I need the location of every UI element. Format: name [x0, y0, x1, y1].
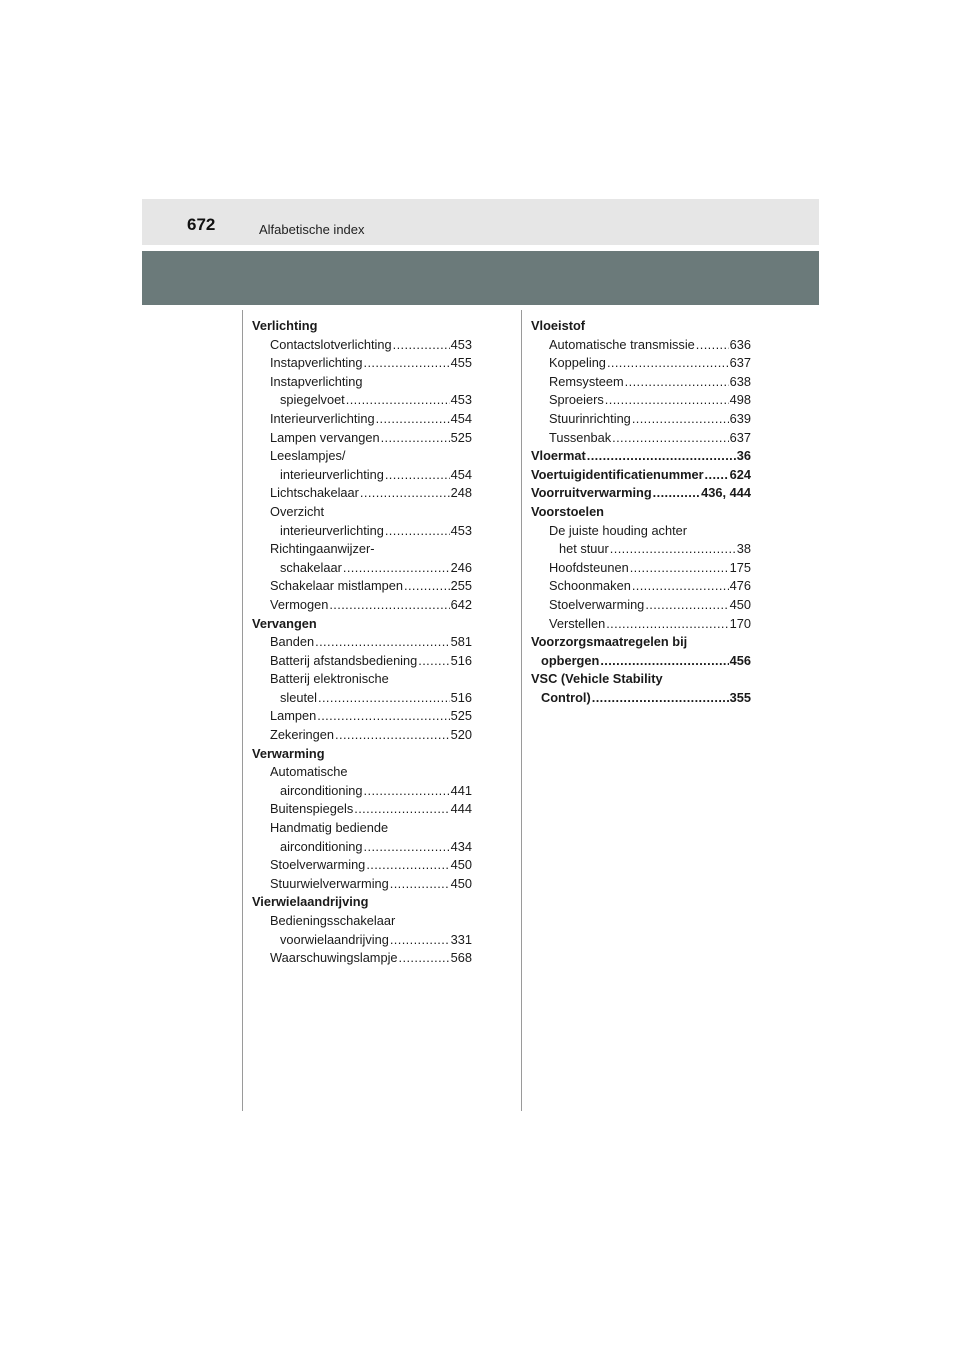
page-ref: 246 [450, 559, 472, 575]
page-ref: 453 [450, 336, 472, 352]
index-entry[interactable]: Voertuigidentificatienummer ..... 624 [531, 466, 751, 485]
page-ref: 498 [729, 392, 751, 408]
index-heading: Vierwielaandrijving [252, 894, 369, 910]
index-entry[interactable]: het stuur ..... 38 [531, 540, 751, 559]
index-entry[interactable]: airconditioning ..... 434 [252, 838, 472, 857]
page-ref: 455 [450, 355, 472, 371]
index-entry-text: Instapverlichting [270, 373, 363, 389]
index-entry[interactable]: Batterij afstandsbediening ..... 516 [252, 652, 472, 671]
index-entry-text: Richtingaanwijzer- [270, 541, 375, 557]
index-entry-text: Leeslampjes/ [270, 448, 346, 464]
page-ref: 568 [450, 950, 472, 966]
page-ref: 170 [729, 615, 751, 631]
index-entry[interactable]: Automatische transmissie ..... 636 [531, 336, 751, 355]
index-entry[interactable]: Tussenbak ..... 637 [531, 429, 751, 448]
index-entry[interactable]: Verstellen ..... 170 [531, 615, 751, 634]
index-heading: Verlichting [252, 318, 318, 333]
page-ref: 639 [729, 410, 751, 426]
index-entry[interactable]: Stuurinrichting ..... 639 [531, 410, 751, 429]
page-ref: 453 [450, 522, 472, 538]
index-entry-text: Batterij elektronische [270, 671, 389, 687]
page-ref: 331 [450, 931, 472, 947]
page-ref: 636 [729, 336, 751, 352]
page-ref: 638 [729, 373, 751, 389]
index-entry[interactable]: Vermogen ..... 642 [252, 596, 472, 615]
page-ref: 637 [729, 429, 751, 445]
section-title: Alfabetische index [259, 222, 365, 237]
index-entry[interactable]: Vloermat ..... 36 [531, 447, 751, 466]
page-ref: 434 [450, 838, 472, 854]
index-entry[interactable]: Stuurwielverwarming ..... 450 [252, 875, 472, 894]
page-ref: 642 [450, 596, 472, 612]
page-ref: 175 [729, 559, 751, 575]
page-ref: 525 [450, 708, 472, 724]
page-ref: 450 [729, 596, 751, 612]
index-entry[interactable]: interieurverlichting ..... 453 [252, 522, 472, 541]
page-ref: 520 [450, 727, 472, 743]
index-entry-text: Overzicht [270, 503, 325, 519]
page-ref: 441 [450, 782, 472, 798]
index-entry[interactable]: spiegelvoet ..... 453 [252, 391, 472, 410]
index-entry-text: Automatische [270, 764, 348, 780]
page-ref: 355 [729, 689, 751, 705]
header-band [142, 199, 819, 245]
page-ref: 581 [450, 634, 472, 650]
index-entry[interactable]: Lampen vervangen ..... 525 [252, 429, 472, 448]
page-number: 672 [187, 215, 216, 234]
page-ref: 525 [450, 429, 472, 445]
index-entry[interactable]: opbergen ..... 456 [531, 652, 751, 671]
page-ref: 456 [729, 652, 751, 668]
page-ref: 454 [450, 410, 472, 426]
page-ref: 248 [450, 485, 472, 501]
index-heading: Vervangen [252, 615, 317, 631]
page-ref: 38 [736, 541, 751, 557]
page-ref: 450 [450, 857, 472, 873]
index-entry-text: Bedieningsschakelaar [270, 913, 396, 928]
page-ref: 476 [729, 578, 751, 594]
page-ref: 450 [450, 875, 472, 891]
index-heading: Verwarming [252, 745, 325, 761]
page-ref: 255 [450, 578, 472, 594]
page-ref: 444 [450, 801, 472, 817]
index-entry[interactable]: Schakelaar mistlampen ..... 255 [252, 577, 472, 596]
index-entry[interactable]: voorwielaandrijving ..... 331 [252, 931, 472, 950]
page-ref: 624 [729, 466, 751, 482]
index-entry[interactable]: sleutel ..... 516 [252, 689, 472, 708]
index-entry[interactable]: Control) ..... 355 [531, 689, 751, 708]
index-entry[interactable]: Interieurverlichting ..... 454 [252, 410, 472, 429]
index-entry[interactable]: Hoofdsteunen ..... 175 [531, 559, 751, 578]
index-heading: Voorzorgsmaatregelen bij [531, 634, 688, 650]
page-ref: 637 [729, 355, 751, 371]
index-entry[interactable]: Zekeringen ..... 520 [252, 726, 472, 745]
index-entry[interactable]: Koppeling ..... 637 [531, 354, 751, 373]
index-entry[interactable]: Sproeiers ..... 498 [531, 391, 751, 410]
index-entry-text: De juiste houding achter [549, 522, 688, 538]
page-ref: 516 [450, 689, 472, 705]
index-entry[interactable]: Stoelverwarming ..... 450 [531, 596, 751, 615]
index-entry[interactable]: interieurverlichting ..... 454 [252, 466, 472, 485]
index-entry[interactable]: Stoelverwarming ..... 450 [252, 856, 472, 875]
index-entry-text: Handmatig bediende [270, 820, 389, 836]
index-column-left [252, 317, 472, 968]
column-rule-right [521, 310, 522, 1111]
page-ref: 454 [450, 466, 472, 482]
column-rule-left [242, 310, 243, 1111]
index-entry[interactable]: Lichtschakelaar ..... 248 [252, 484, 472, 503]
index-entry[interactable]: Banden ..... 581 [252, 633, 472, 652]
index-entry[interactable]: airconditioning ..... 441 [252, 782, 472, 801]
index-entry[interactable]: Lampen ..... 525 [252, 707, 472, 726]
index-heading: Voorstoelen [531, 503, 605, 519]
index-entry[interactable]: Voorruitverwarming ..... 436, 444 [531, 484, 751, 503]
index-entry[interactable]: schakelaar ..... 246 [252, 559, 472, 578]
index-entry[interactable]: Schoonmaken ..... 476 [531, 577, 751, 596]
index-entry[interactable]: Buitenspiegels ..... 444 [252, 800, 472, 819]
index-heading: VSC (Vehicle Stability [531, 671, 663, 687]
page-ref: 516 [450, 652, 472, 668]
index-entry[interactable]: Instapverlichting ..... 455 [252, 354, 472, 373]
index-entry[interactable]: Waarschuwingslampje ..... 568 [252, 949, 472, 968]
index-entry[interactable]: Remsysteem ..... 638 [531, 373, 751, 392]
page-ref: 436, 444 [701, 485, 751, 501]
index-column-right [531, 317, 751, 707]
page-ref: 36 [736, 448, 751, 464]
title-bar [142, 251, 819, 305]
page-ref: 453 [450, 392, 472, 408]
index-heading: Vloeistof [531, 318, 586, 333]
index-entry[interactable]: Contactslotverlichting ..... 453 [252, 336, 472, 355]
